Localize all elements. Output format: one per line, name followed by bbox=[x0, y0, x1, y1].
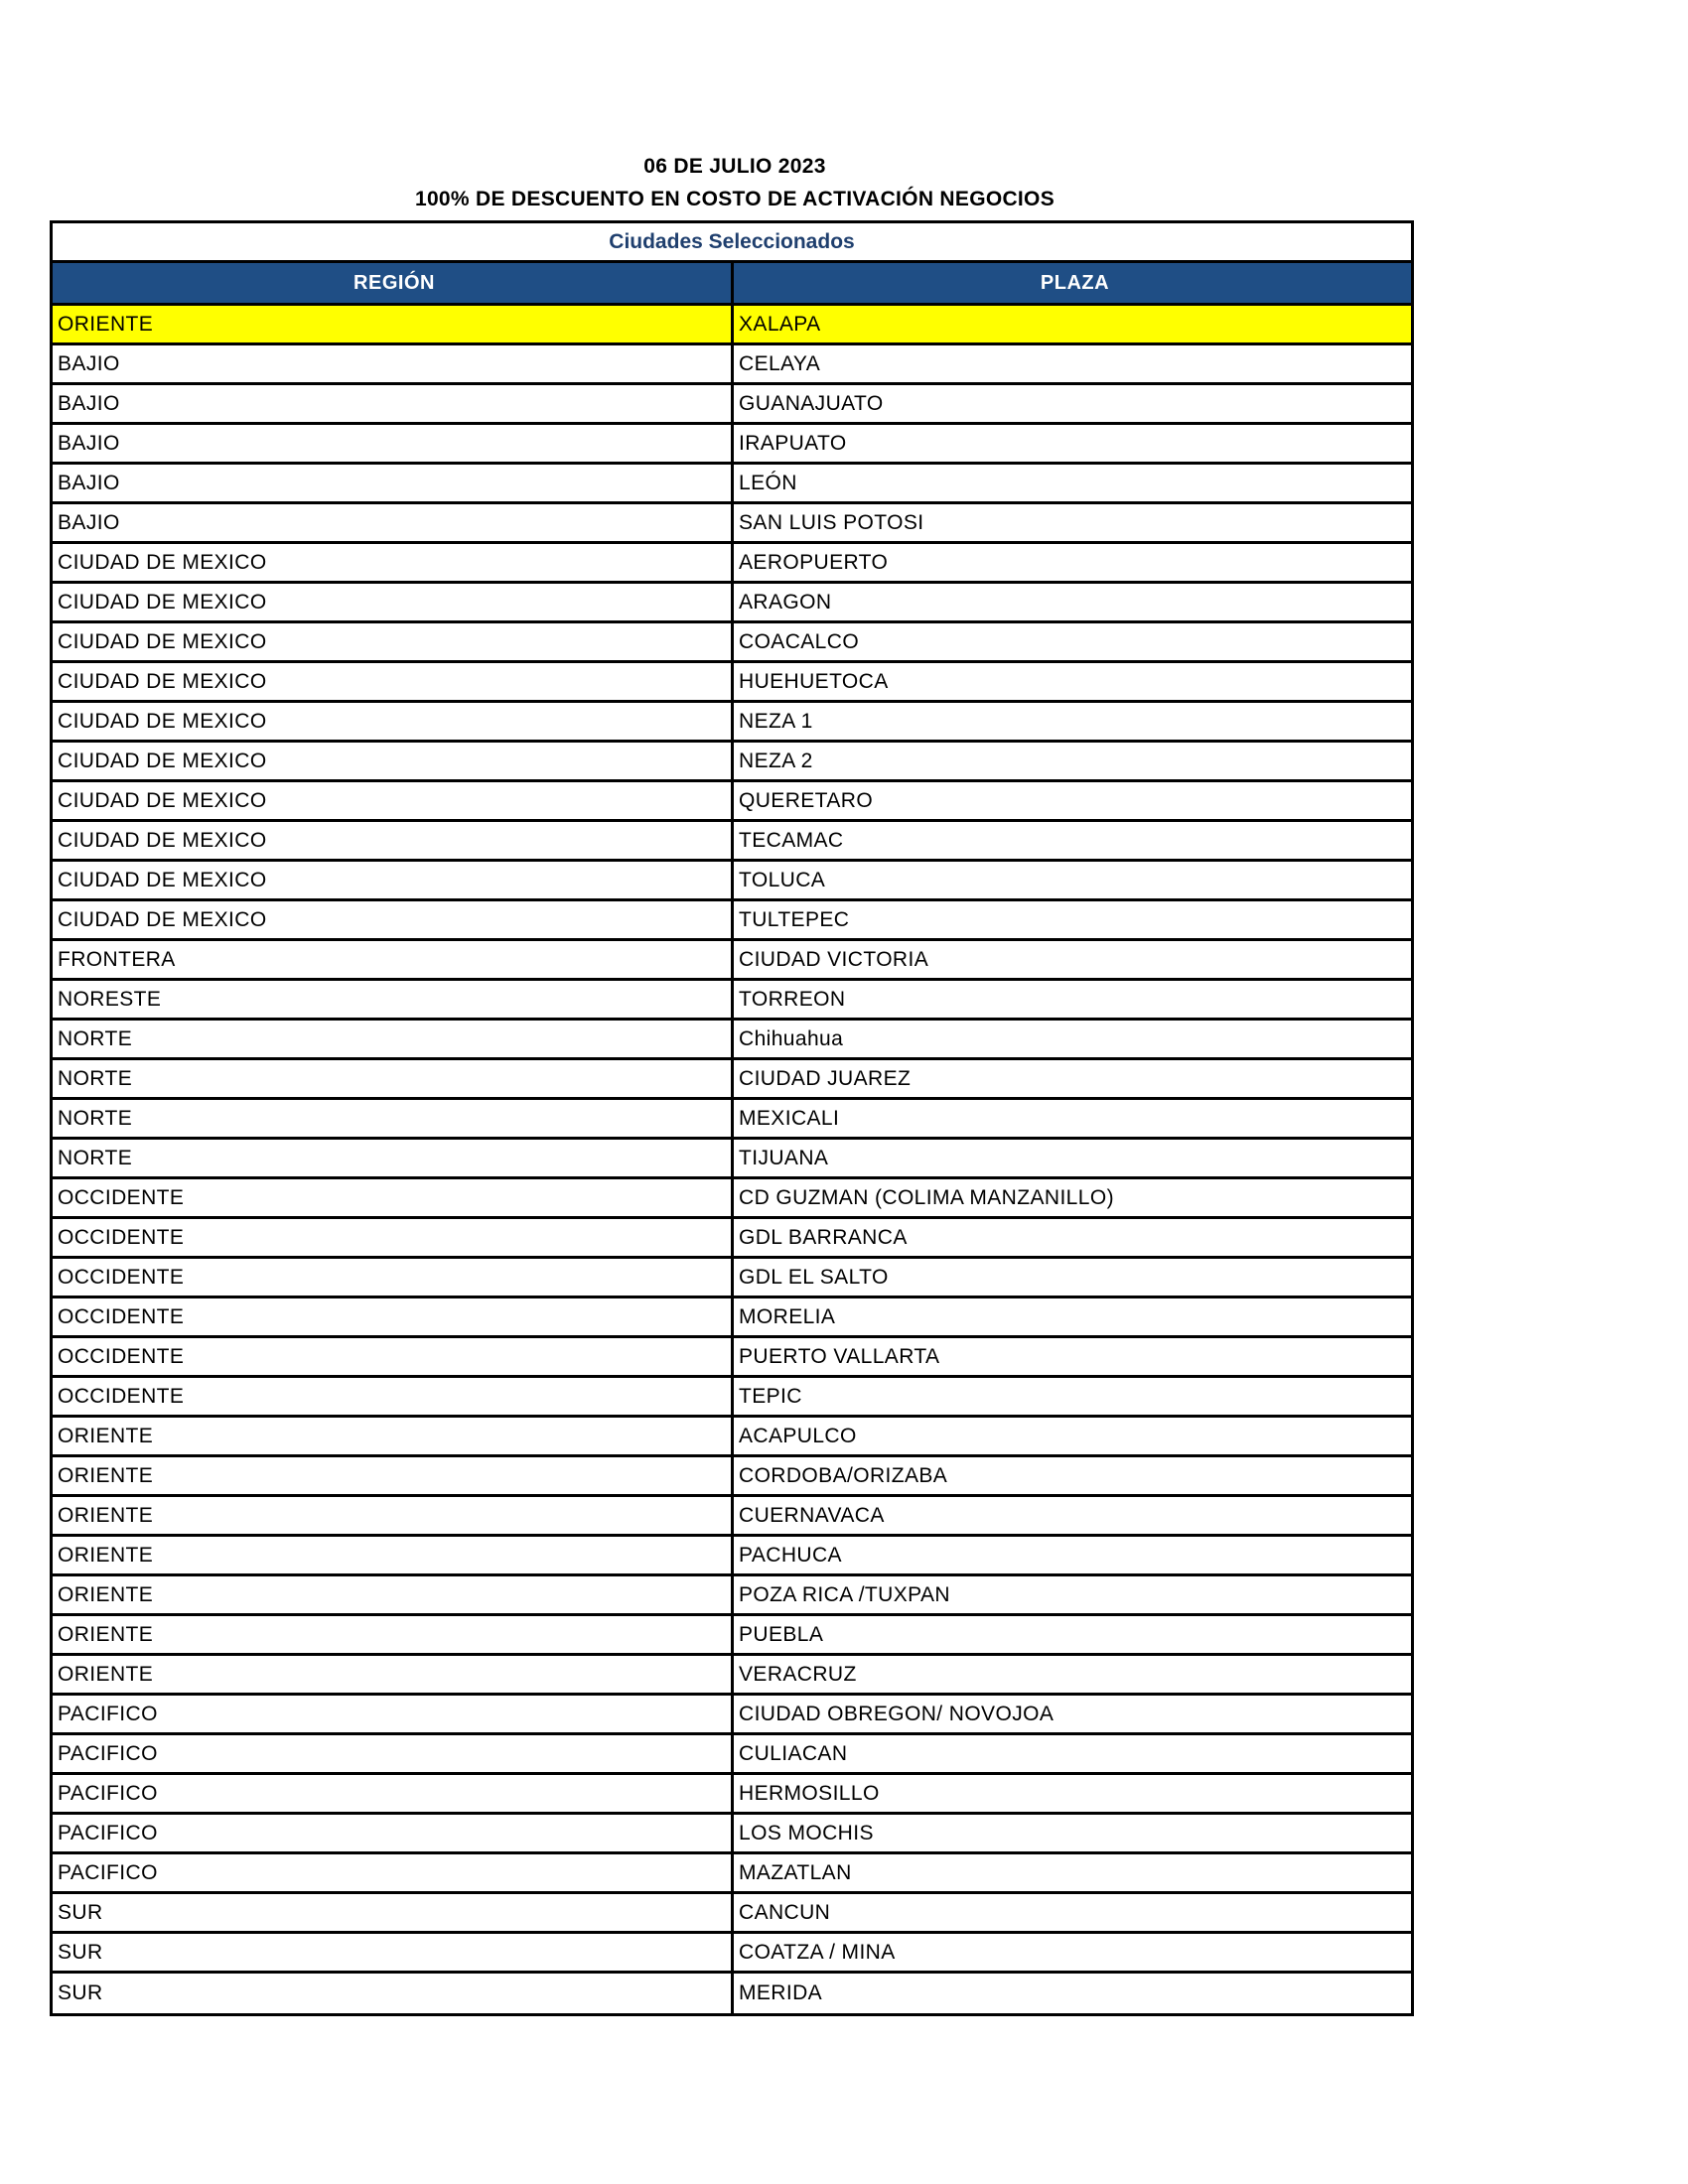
region-cell: ORIENTE bbox=[53, 1457, 734, 1494]
table-row bbox=[53, 1060, 1411, 1100]
region-cell: PACIFICO bbox=[53, 1735, 734, 1772]
table-row bbox=[53, 465, 1411, 504]
plaza-cell: GDL EL SALTO bbox=[739, 1265, 889, 1289]
plaza-cell: CD GUZMAN (COLIMA MANZANILLO) bbox=[739, 1185, 1114, 1209]
table-row bbox=[53, 901, 1411, 941]
region-cell: PACIFICO bbox=[53, 1815, 734, 1851]
region-cell: NORTE bbox=[53, 1060, 734, 1097]
table-row bbox=[53, 743, 1411, 782]
region-cell: SUR bbox=[53, 1934, 734, 1971]
region-cell: ORIENTE bbox=[53, 1616, 734, 1653]
plaza-cell: PUEBLA bbox=[739, 1622, 824, 1646]
plaza-cell: TOLUCA bbox=[739, 868, 826, 891]
table-row bbox=[53, 782, 1411, 822]
table-row bbox=[53, 1021, 1411, 1060]
table-row bbox=[53, 345, 1411, 385]
plaza-cell: CULIACAN bbox=[739, 1741, 848, 1765]
plaza-cell: IRAPUATO bbox=[739, 431, 847, 455]
table-row bbox=[53, 1815, 1411, 1854]
table-header-row bbox=[53, 263, 1411, 306]
region-cell: OCCIDENTE bbox=[53, 1298, 734, 1335]
plaza-cell: TEPIC bbox=[739, 1384, 802, 1408]
plaza-cell: QUERETARO bbox=[739, 788, 874, 812]
plaza-cell: AEROPUERTO bbox=[739, 550, 889, 574]
plaza-cell: CIUDAD OBREGON/ NOVOJOA bbox=[739, 1702, 1055, 1725]
plaza-cell: MAZATLAN bbox=[739, 1860, 852, 1884]
region-cell: OCCIDENTE bbox=[53, 1219, 734, 1256]
plaza-cell: HUEHUETOCA bbox=[739, 669, 889, 693]
plaza-cell: PUERTO VALLARTA bbox=[739, 1344, 940, 1368]
table-row bbox=[53, 1457, 1411, 1497]
region-cell: ORIENTE bbox=[53, 1497, 734, 1534]
plaza-cell: NEZA 2 bbox=[739, 749, 813, 772]
table-row bbox=[53, 1219, 1411, 1259]
plaza-cell: GDL BARRANCA bbox=[739, 1225, 908, 1249]
table-row bbox=[53, 1100, 1411, 1140]
plaza-cell: PACHUCA bbox=[739, 1543, 842, 1567]
plaza-cell: POZA RICA /TUXPAN bbox=[739, 1582, 950, 1606]
table-row bbox=[53, 584, 1411, 623]
region-cell: OCCIDENTE bbox=[53, 1179, 734, 1216]
plaza-cell: TIJUANA bbox=[739, 1146, 829, 1169]
region-cell: CIUDAD DE MEXICO bbox=[53, 703, 734, 740]
region-cell: NORTE bbox=[53, 1100, 734, 1137]
plaza-cell: VERACRUZ bbox=[739, 1662, 857, 1686]
plaza-cell: MORELIA bbox=[739, 1304, 836, 1328]
header-plaza: PLAZA bbox=[1040, 271, 1110, 294]
table-row bbox=[53, 1140, 1411, 1179]
table-row bbox=[53, 1576, 1411, 1616]
table-row bbox=[53, 1696, 1411, 1735]
plaza-cell: NEZA 1 bbox=[739, 709, 813, 733]
table-row bbox=[53, 1854, 1411, 1894]
plaza-cell: GUANAJUATO bbox=[739, 391, 884, 415]
table-row bbox=[53, 1974, 1411, 2013]
plaza-cell: CUERNAVACA bbox=[739, 1503, 885, 1527]
table-row bbox=[53, 1934, 1411, 1974]
table-row bbox=[53, 703, 1411, 743]
plaza-cell: CIUDAD VICTORIA bbox=[739, 947, 929, 971]
table-row bbox=[53, 1298, 1411, 1338]
region-cell: CIUDAD DE MEXICO bbox=[53, 623, 734, 660]
table-row bbox=[53, 504, 1411, 544]
region-cell: SUR bbox=[53, 1894, 734, 1931]
plaza-cell: MERIDA bbox=[739, 1981, 823, 2004]
plaza-cell: CANCUN bbox=[739, 1900, 831, 1924]
region-cell: ORIENTE bbox=[53, 1576, 734, 1613]
region-cell: NORTE bbox=[53, 1021, 734, 1057]
table-row bbox=[53, 1735, 1411, 1775]
table-row bbox=[53, 862, 1411, 901]
region-cell: BAJIO bbox=[53, 345, 734, 382]
plaza-cell: CIUDAD JUAREZ bbox=[739, 1066, 912, 1090]
table-row bbox=[53, 1894, 1411, 1934]
region-cell: ORIENTE bbox=[53, 1656, 734, 1693]
table-row bbox=[53, 981, 1411, 1021]
region-cell: OCCIDENTE bbox=[53, 1378, 734, 1415]
region-cell: NORESTE bbox=[53, 981, 734, 1018]
table-row bbox=[53, 1259, 1411, 1298]
region-cell: BAJIO bbox=[53, 465, 734, 501]
region-cell: NORTE bbox=[53, 1140, 734, 1176]
region-cell: PACIFICO bbox=[53, 1854, 734, 1891]
table-row bbox=[53, 1338, 1411, 1378]
region-cell: BAJIO bbox=[53, 385, 734, 422]
table-caption: Ciudades Seleccionados bbox=[53, 223, 1411, 263]
plaza-cell: LEÓN bbox=[739, 471, 797, 494]
region-cell: CIUDAD DE MEXICO bbox=[53, 663, 734, 700]
plaza-cell: CORDOBA/ORIZABA bbox=[739, 1463, 948, 1487]
region-cell: CIUDAD DE MEXICO bbox=[53, 743, 734, 779]
table-row bbox=[53, 1775, 1411, 1815]
plaza-cell: TECAMAC bbox=[739, 828, 844, 852]
table-row bbox=[53, 663, 1411, 703]
plaza-cell: Chihuahua bbox=[739, 1026, 844, 1050]
table-row bbox=[53, 1378, 1411, 1418]
table-row bbox=[53, 1656, 1411, 1696]
plaza-cell: SAN LUIS POTOSI bbox=[739, 510, 924, 534]
table-row bbox=[53, 623, 1411, 663]
region-cell: SUR bbox=[53, 1974, 734, 2013]
table-row bbox=[53, 385, 1411, 425]
header-region: REGIÓN bbox=[53, 263, 734, 303]
region-cell: PACIFICO bbox=[53, 1775, 734, 1812]
table-row bbox=[53, 1497, 1411, 1537]
table-body bbox=[53, 306, 1411, 2013]
plaza-cell: TULTEPEC bbox=[739, 907, 850, 931]
plaza-cell: MEXICALI bbox=[739, 1106, 840, 1130]
document-title: 100% DE DESCUENTO EN COSTO DE ACTIVACIÓN NEGOCIOS bbox=[414, 188, 1055, 210]
plaza-cell: COACALCO bbox=[739, 629, 860, 653]
table-row bbox=[53, 1179, 1411, 1219]
plaza-cell: HERMOSILLO bbox=[739, 1781, 880, 1805]
region-cell: ORIENTE bbox=[53, 1418, 734, 1454]
region-cell: ORIENTE bbox=[53, 1537, 734, 1573]
table-row bbox=[53, 1418, 1411, 1457]
cities-table bbox=[50, 220, 1414, 2016]
region-cell: OCCIDENTE bbox=[53, 1259, 734, 1296]
plaza-cell: CELAYA bbox=[739, 351, 821, 375]
region-cell: ORIENTE bbox=[53, 306, 734, 342]
region-cell: CIUDAD DE MEXICO bbox=[53, 584, 734, 620]
region-cell: CIUDAD DE MEXICO bbox=[53, 782, 734, 819]
table-row bbox=[53, 1537, 1411, 1576]
region-cell: BAJIO bbox=[53, 425, 734, 462]
plaza-cell: ARAGON bbox=[739, 590, 832, 614]
region-cell: BAJIO bbox=[53, 504, 734, 541]
table-row bbox=[53, 425, 1411, 465]
region-cell: OCCIDENTE bbox=[53, 1338, 734, 1375]
table-row bbox=[53, 941, 1411, 981]
table-row bbox=[53, 1616, 1411, 1656]
plaza-cell: TORREON bbox=[739, 987, 846, 1011]
plaza-cell: ACAPULCO bbox=[739, 1424, 857, 1447]
region-cell: CIUDAD DE MEXICO bbox=[53, 901, 734, 938]
region-cell: FRONTERA bbox=[53, 941, 734, 978]
table-row bbox=[53, 544, 1411, 584]
region-cell: CIUDAD DE MEXICO bbox=[53, 544, 734, 581]
region-cell: PACIFICO bbox=[53, 1696, 734, 1732]
region-cell: CIUDAD DE MEXICO bbox=[53, 822, 734, 859]
plaza-cell: LOS MOCHIS bbox=[739, 1821, 874, 1844]
region-cell: CIUDAD DE MEXICO bbox=[53, 862, 734, 898]
plaza-cell: XALAPA bbox=[739, 312, 821, 336]
plaza-cell: COATZA / MINA bbox=[739, 1940, 896, 1964]
table-row bbox=[53, 306, 1411, 345]
table-row bbox=[53, 822, 1411, 862]
document-date: 06 DE JULIO 2023 bbox=[643, 155, 826, 178]
